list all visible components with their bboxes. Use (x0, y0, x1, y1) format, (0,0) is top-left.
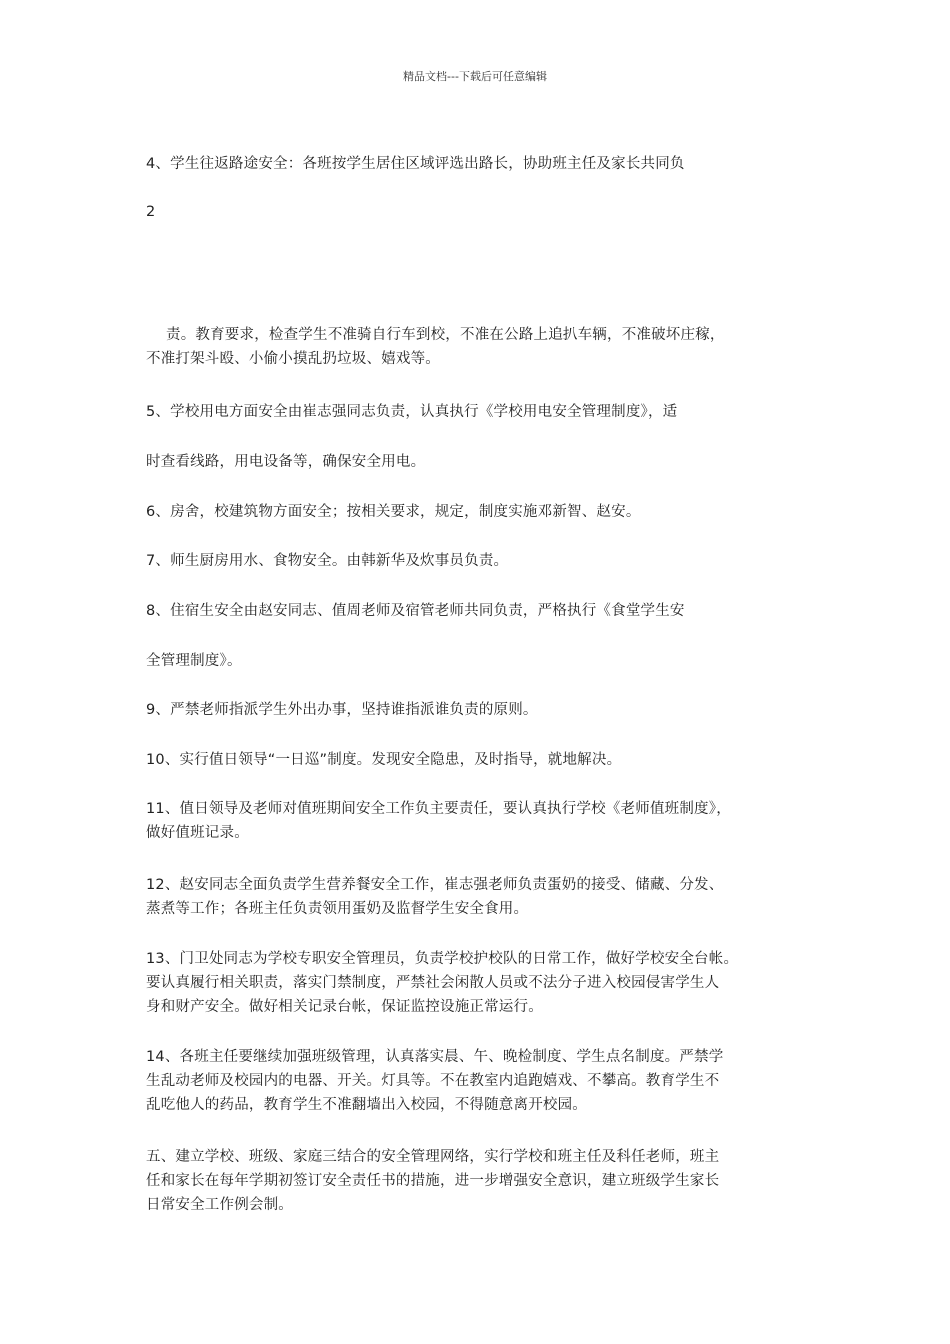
text-line: 10、实行值日领导“一日巡”制度。发现安全隐患，及时指导，就地解决。 (146, 752, 622, 768)
paragraph-7 (146, 549, 826, 573)
text-line: 6、房舍，校建筑物方面安全；按相关要求，规定，制度实施邓新智、赵安。 (146, 504, 641, 520)
text-line: 要认真履行相关职责，落实门禁制度，严禁社会闲散人员或不法分子进入校园侵害学生人 (146, 975, 720, 991)
paragraph-4-continued (146, 323, 826, 371)
paragraph-10 (146, 748, 826, 772)
paragraph-12 (146, 873, 826, 921)
text-line: 责。教育要求，检查学生不准骑自行车到校，不准在公路上追扒车辆，不准破坏庄稼， (166, 327, 725, 343)
text-line: 全管理制度》。 (146, 653, 242, 669)
paragraph-5-line2 (146, 450, 826, 474)
text-line: 日常安全工作例会制。 (146, 1197, 293, 1213)
text-line: 做好值班记录。 (146, 825, 249, 841)
page-header: 精品文档---下载后可任意编辑 (403, 70, 547, 83)
paragraph-4-start (146, 152, 826, 176)
text-line: 身和财产安全。做好相关记录台帐，保证监控设施正常运行。 (146, 999, 543, 1015)
text-line: 7、师生厨房用水、食物安全。由韩新华及炊事员负责。 (146, 553, 509, 569)
paragraph-6 (146, 500, 826, 524)
text-line: 乱吃他人的药品，教育学生不准翻墙出入校园，不得随意离开校园。 (146, 1097, 587, 1113)
paragraph-8 (146, 599, 826, 623)
text-line: 14、各班主任要继续加强班级管理，认真落实晨、午、晚检制度、学生点名制度。严禁学 (146, 1049, 724, 1065)
paragraph-5 (146, 400, 826, 424)
text-line: 9、严禁老师指派学生外出办事，坚持谁指派谁负责的原则。 (146, 702, 538, 718)
text-line: 8、住宿生安全由赵安同志、值周老师及宿管老师共同负责，严格执行《食堂学生安 (146, 603, 685, 619)
text-line: 生乱动老师及校园内的电器、开关。灯具等。不在教室内追跑嬉戏、不攀高。教育学生不 (146, 1073, 720, 1089)
paragraph-13 (146, 947, 826, 1019)
text-line: 五、建立学校、班级、家庭三结合的安全管理网络，实行学校和班主任及科任老师，班主 (146, 1149, 720, 1165)
paragraph-9 (146, 698, 826, 722)
paragraph-section-5 (146, 1145, 826, 1217)
text-line: 4、学生往返路途安全：各班按学生居住区域评选出路长，协助班主任及家长共同负 (146, 156, 685, 172)
text-line: 蒸煮等工作；各班主任负责领用蛋奶及监督学生安全食用。 (146, 901, 529, 917)
text-line: 时查看线路，用电设备等，确保安全用电。 (146, 454, 426, 470)
paragraph-8-line2 (146, 649, 826, 673)
text-line: 5、学校用电方面安全由崔志强同志负责，认真执行《学校用电安全管理制度》，适 (146, 404, 678, 420)
paragraph-14 (146, 1045, 826, 1117)
text-line: 不准打架斗殴、小偷小摸乱扔垃圾、嬉戏等。 (146, 351, 440, 367)
text-line: 任和家长在每年学期初签订安全责任书的措施，进一步增强安全意识，建立班级学生家长 (146, 1173, 720, 1189)
page-number: 2 (146, 204, 156, 220)
text-line: 11、值日领导及老师对值班期间安全工作负主要责任，要认真执行学校《老师值班制度》， (146, 801, 731, 817)
text-line: 12、赵安同志全面负责学生营养餐安全工作，崔志强老师负责蛋奶的接受、储藏、分发、 (146, 877, 724, 893)
text-line: 13、门卫处同志为学校专职安全管理员，负责学校护校队的日常工作，做好学校安全台帐。 (146, 951, 739, 967)
paragraph-11 (146, 797, 826, 845)
